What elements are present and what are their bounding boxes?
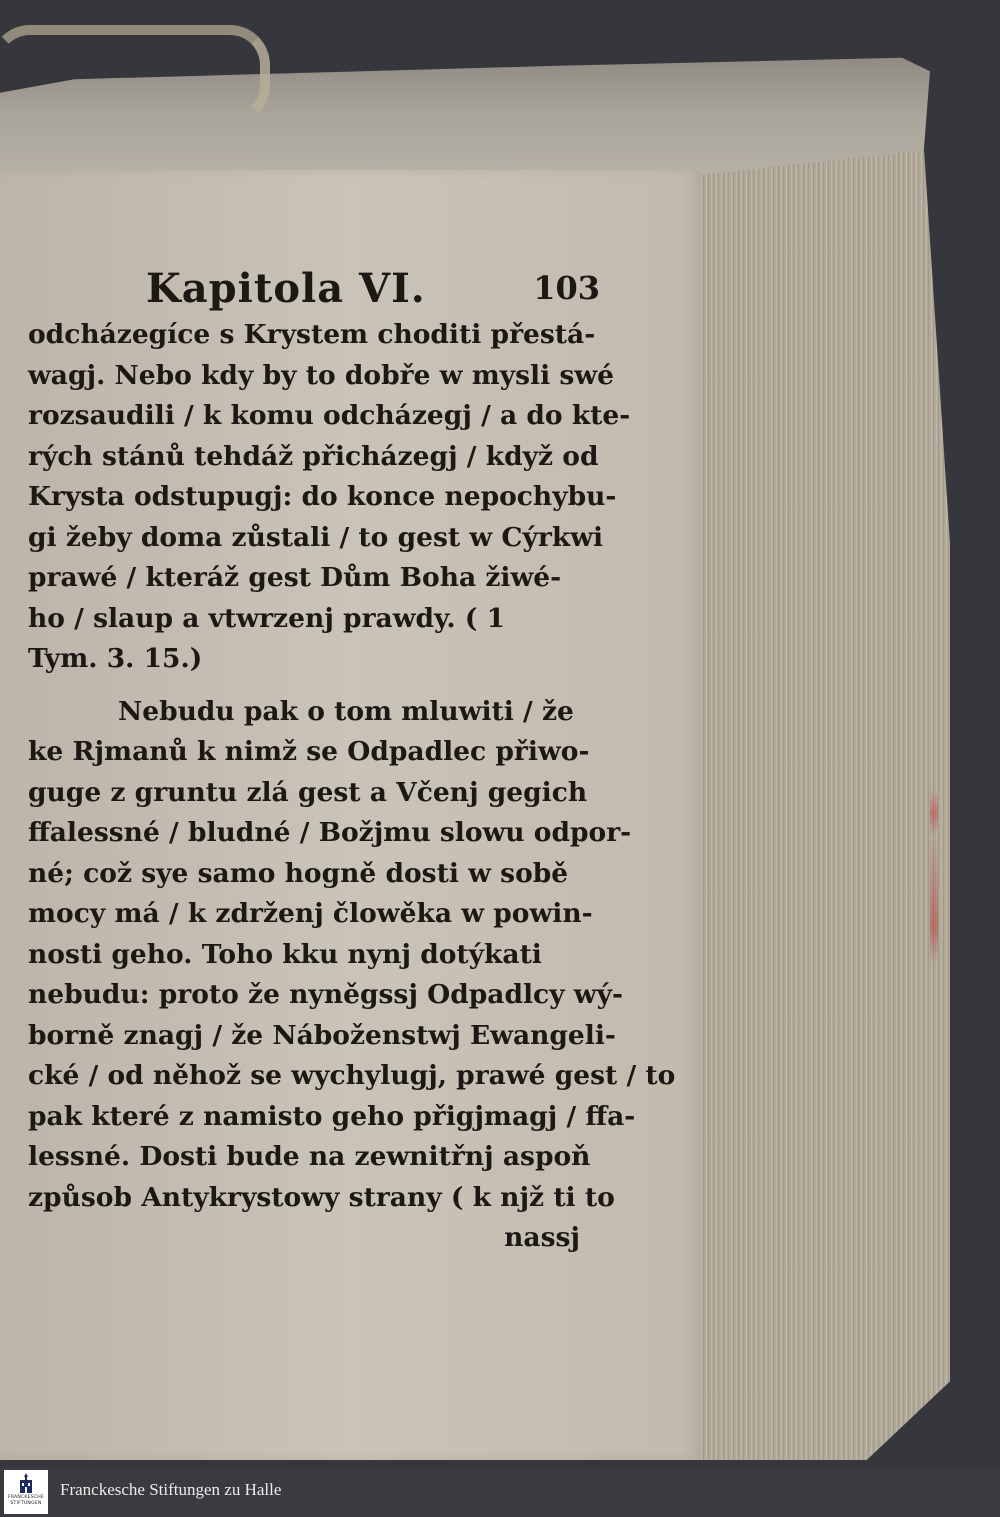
bookmark-cord <box>0 25 270 125</box>
text-line: rozsaudili / k komu odcházegj / a do kte- <box>28 400 631 431</box>
text-line: cké / od něhož se wychylugj, prawé gest / to <box>28 1060 676 1091</box>
text-line: Nebudu pak o tom mluwiti / že <box>118 695 574 727</box>
text-line: prawé / kteráž gest Dům Boha žiwé- <box>28 562 562 593</box>
text-line: odcházegíce s Krystem choditi přestá- <box>28 319 596 350</box>
text-line: borně znagj / že Náboženstwj Ewangeli- <box>28 1019 616 1051</box>
text-line: způsob Antykrystowy strany ( k njž ti to <box>28 1181 615 1213</box>
red-edge-marks <box>930 790 938 1020</box>
institution-name[interactable]: Franckesche Stiftungen zu Halle <box>60 1480 282 1499</box>
book-fore-edge <box>690 150 950 1460</box>
catchword: nassj <box>504 1222 580 1253</box>
text-line: rých stánů tehdáž přicházegj / když od <box>28 440 599 472</box>
text-line: wagj. Nebo kdy by to dobře w mysli swé <box>28 359 615 391</box>
page-header <box>28 265 608 315</box>
footer-bar <box>0 1467 1000 1517</box>
text-line: pak které z namisto geho přigjmagj / ffa- <box>28 1100 636 1132</box>
logo-text: FRANCKESCHE STIFTUNGEN <box>7 1495 45 1506</box>
page-text <box>28 265 676 1259</box>
text-line: ho / slaup a vtwrzenj prawdy. ( 1 <box>28 602 506 634</box>
text-line: ffalessné / bludné / Božjmu slowu odpor- <box>28 817 632 848</box>
running-head: Kapitola VI. <box>146 265 426 312</box>
text-line: nebudu: proto že nyněgssj Odpadlcy wý- <box>28 979 624 1010</box>
text-line: ke Rjmanů k nimž se Odpadlec přiwo- <box>28 736 590 767</box>
page-number: 103 <box>533 269 600 307</box>
text-line: nosti geho. Toho kku nynj dotýkati <box>28 938 542 970</box>
text-line: mocy má / k zdrženj člowěka w powin- <box>28 898 593 929</box>
text-line: lessné. Dosti bude na zewnitřnj aspoň <box>28 1141 591 1172</box>
text-line: Tym. 3. 15.) <box>28 643 203 674</box>
paragraph-2 <box>28 692 676 1259</box>
text-line: Krysta odstupugj: do konce nepochybu- <box>28 481 617 512</box>
paragraph-1 <box>28 315 631 680</box>
text-line: né; což sye samo hogně dosti w sobě <box>28 857 569 889</box>
institution-logo[interactable] <box>4 1470 48 1514</box>
orphanage-building-icon <box>18 1473 34 1493</box>
text-line: gi žeby doma zůstali / to gest w Cýrkwi <box>28 521 604 553</box>
text-line: guge z gruntu zlá gest a Včenj gegich <box>28 776 588 808</box>
